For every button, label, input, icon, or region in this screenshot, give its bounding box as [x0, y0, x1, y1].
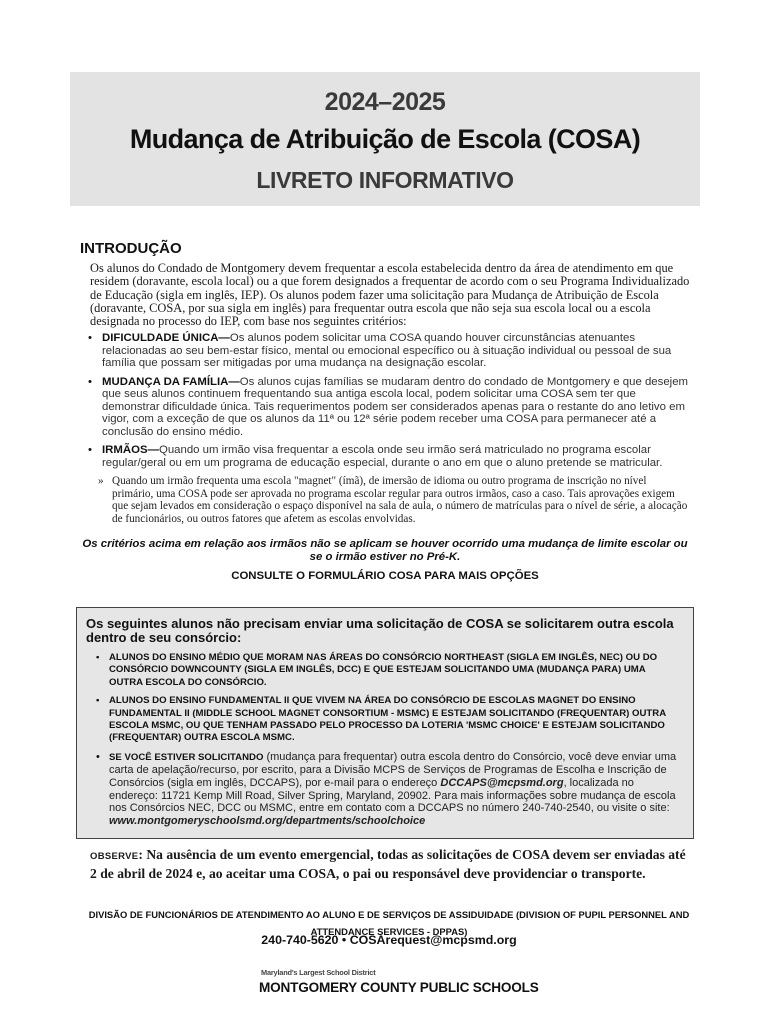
- criteria-list: [88, 332, 688, 525]
- criteria-item-hardship: [88, 332, 688, 370]
- box-item-high-school: • ALUNOS DO ENSINO MÉDIO QUE MORAM NAS ÁREAS DO CONSÓRCIO NORTHEAST (SIGLA EM INGLÊS, NEC) OU DO CONSÓRCIO DOWNCOUNTY (SIGLA EM INGLÊS, DCC) E QUE ESTEJAM SOLICITANDO UMA (MUDANÇA PARA) UMA OUTRA ESCOLA DO CONSÓRCIO.: [96, 652, 681, 689]
- criteria-text: Quando um irmão visa frequentar a escola onde seu irmão será matriculado no programa escolar regular/geral ou em um programa de educação especial, durante o ano em que o aluno pretende se matricular.: [102, 444, 663, 469]
- observe-note: OBSERVE: Na ausência de um evento emergencial, todas as solicitações de COSA devem ser enviadas até 2 de abril de 2024 e, ao aceitar uma COSA, o pai ou responsável deve providenciar o transporte.: [90, 847, 686, 881]
- sub-bullet-marker: »: [98, 475, 104, 487]
- criteria-label: DIFICULDADE ÚNICA—: [102, 332, 230, 344]
- title-banner: [70, 72, 700, 206]
- siblings-sub-note: [98, 475, 688, 525]
- box-item-appeal: [96, 751, 681, 828]
- logo-wordmark: MONTGOMERY COUNTY PUBLIC SCHOOLS: [259, 980, 539, 995]
- consortium-info-box: [76, 607, 694, 839]
- box-item-middle-school: • ALUNOS DO ENSINO FUNDAMENTAL II QUE VIVEM NA ÁREA DO CONSÓRCIO DE ESCOLAS MAGNET DO ENSINO FUNDAMENTAL II (MIDDLE SCHOOL MAGNET CONSORTIUM - MSMC) E ESTEJAM SOLICITANDO (FREQUENTAR) OUTRA ESCOLA MSMC, OU QUE TENHAM PASSADO PELO PROCESSO DA LOTERIA 'MSMC CHOICE' E ESTEJAM SOLICITANDO (FREQUENTAR) OUTRA ESCOLA MSMC.: [96, 695, 681, 745]
- separator: •: [341, 933, 347, 947]
- intro-paragraph: Os alunos do Condado de Montgomery devem frequentar a escola estabelecida dentro da área de atendimento em que residem (doravante, escola local) ou a que forem designados a frequentar de acordo com o seu Programa Individualizado de Educação (sigla em inglês, IEP). Os alunos podem fazer uma solicitação para Mudança de Atribuição de Escola (doravante, COSA, por sua sigla em inglês) para frequentar outra escola que não seja sua escola local ou a escola designada no processo do IEP, com base nos seguintes critérios:: [90, 261, 690, 329]
- criteria-item-siblings: [88, 444, 688, 469]
- appeal-text-2: , localizada no endereço: 11721 Kemp Mill Road, Silver Spring, Maryland, 20902. Para mais informações sobre mudança de escola nos Consórcios NEC, DCC ou MSMC, entre em contato com a DCCAPS no número 240-740-2540, ou visite o site:: [109, 777, 676, 815]
- criteria-label: IRMÃOS—: [102, 444, 159, 456]
- appeal-label: SE VOCÊ ESTIVER SOLICITANDO: [109, 751, 264, 763]
- document-subtitle: LIVRETO INFORMATIVO: [256, 167, 514, 193]
- phone-number[interactable]: 240-740-5620: [261, 933, 339, 947]
- division-name: DIVISÃO DE FUNCIONÁRIOS DE ATENDIMENTO AO ALUNO E DE SERVIÇOS DE ASSIDUIDADE (DIVISION OF PUPIL PERSONNEL AND ATTENDANCE SERVICES - DPPAS): [88, 909, 690, 937]
- criteria-item-family-move: [88, 376, 688, 439]
- contact-email-link[interactable]: COSArequest@mcpsmd.org: [349, 933, 517, 947]
- appeal-text: (mudança para frequentar) outra escola dentro do Consórcio, você deve enviar uma carta de apelação/recurso, por escrito, para a Divisão MCPS de Serviços de Programas de Escolha e Inscrição de Consórcios (sigla em inglês, DCCAPS), por e-mail para o endereço: [109, 750, 677, 790]
- siblings-exception-note: Os critérios acima em relação aos irmãos não se aplicam se houver ocorrido uma mudança de limite escolar ou se o irmão estiver no Pré-K.: [82, 538, 688, 563]
- criteria-label: MUDANÇA DA FAMÍLIA—: [102, 375, 240, 388]
- document-year: 2024–2025: [324, 88, 446, 116]
- box-heading: Os seguintes alunos não precisam enviar uma solicitação de COSA se solicitarem outra escola dentro de seu consórcio:: [86, 616, 674, 645]
- logo-tagline: Maryland's Largest School District: [261, 968, 376, 977]
- criteria-text: Os alunos cujas famílias se mudaram dentro do condado de Montgomery e que desejem que seus alunos continuem frequentando sua antiga escola local, podem solicitar uma COSA sem ter que demonstrar dificuldade única. Tais requerimentos podem ser considerados apenas para o restante do ano letivo em vigor, com a exceção de que os alunos da 11ª ou 12ª série podem receber uma COSA para permanecer até a conclusão do ensino médio.: [102, 375, 689, 438]
- criteria-text: Os alunos podem solicitar uma COSA quando houver circunstâncias atenuantes relacionadas ao seu bem-estar físico, mental ou emocional específico ou à situação individual ou pessoal de sua família que possam ser mitigadas por uma mudança na designação escolar.: [102, 332, 672, 369]
- contact-line: [84, 933, 694, 947]
- observe-label: OBSERVE: [90, 851, 139, 862]
- box-list: [96, 652, 681, 833]
- mcps-logo: [259, 968, 539, 1004]
- dccaps-email-link[interactable]: DCCAPS@mcpsmd.org: [440, 777, 564, 790]
- sub-note-text: Quando um irmão frequenta uma escola "magnet" (ímã), de imersão de idioma ou outro programa de inscrição no nível primário, uma COSA pode ser aprovada no programa escolar regular para outros irmãos, caso a caso. Tais aprovações exigem que sejam levados em consideração o espaço disponível na sala de aula, o número de matrículas para o nível de série, a alocação de funcionários, ou outros fatores que afetem as escolas envolvidas.: [112, 475, 688, 525]
- consult-form-note: CONSULTE O FORMULÁRIO COSA PARA MAIS OPÇÕES: [231, 570, 539, 582]
- observe-text: Na ausência de um evento emergencial, todas as solicitações de COSA devem ser enviadas até 2 de abril de 2024 e, ao aceitar uma COSA, o pai ou responsável deve providenciar o transporte.: [90, 847, 686, 881]
- school-choice-url-link[interactable]: www.montgomeryschoolsmd.org/departments/schoolchoice: [109, 814, 426, 827]
- document-title: Mudança de Atribuição de Escola (COSA): [129, 124, 641, 154]
- intro-heading: INTRODUÇÃO: [80, 240, 182, 257]
